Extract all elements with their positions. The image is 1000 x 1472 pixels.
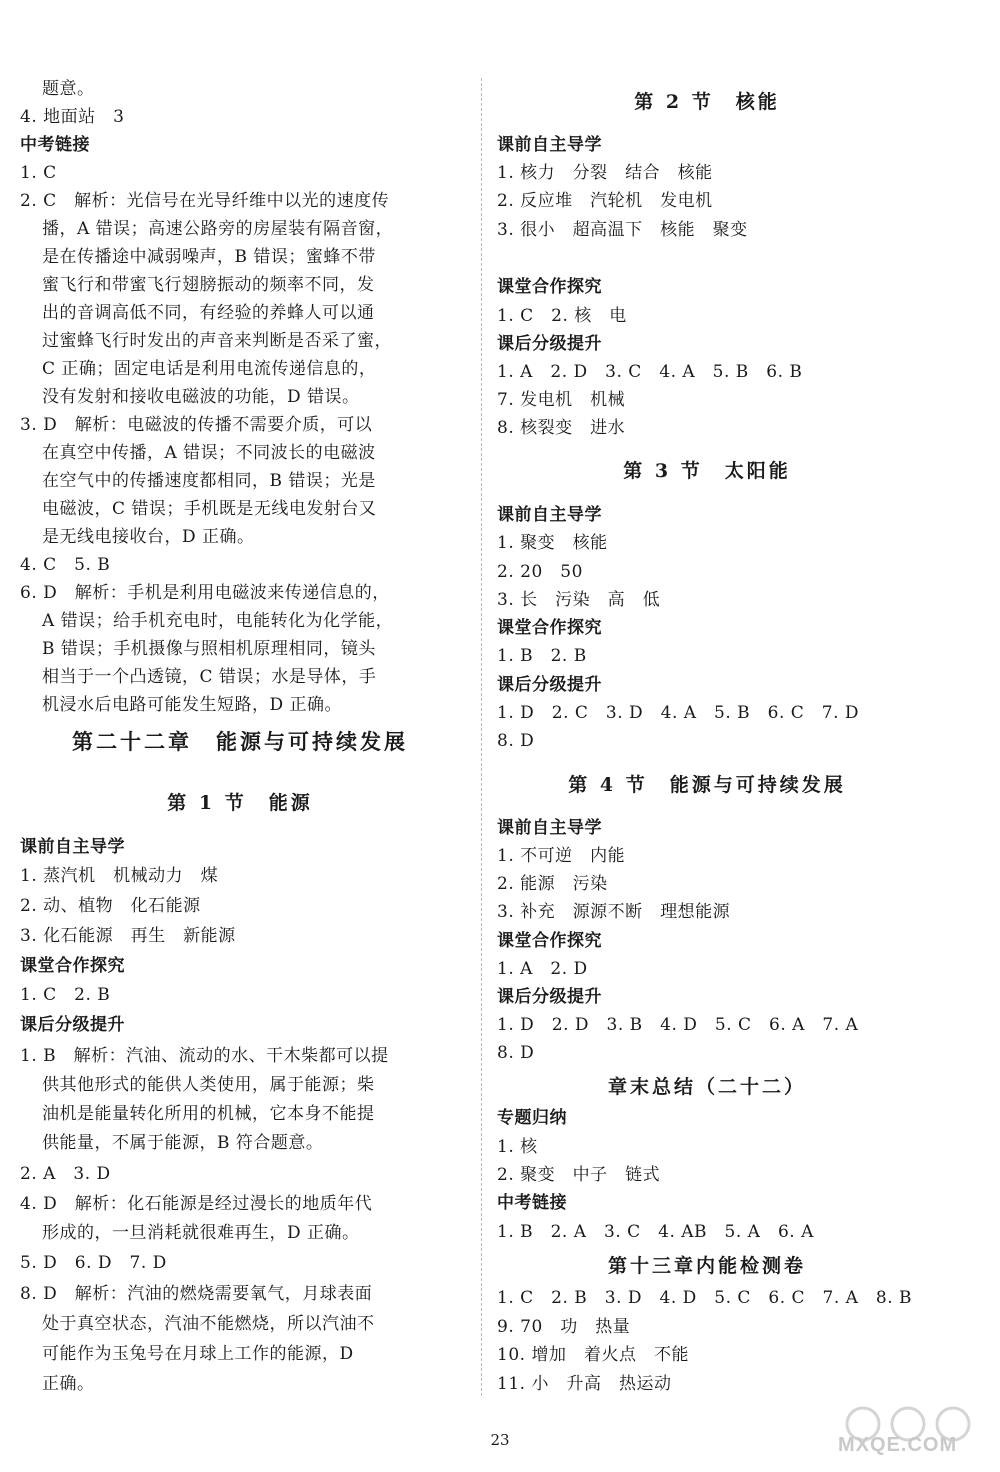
answer-line: 机浸水后电路可能发生短路，D 正确。: [42, 695, 343, 715]
answer-line: 1. 不可逆 内能: [497, 846, 626, 866]
answer-line: 没有发射和接收电磁波的功能，D 错误。: [42, 387, 360, 407]
answer-line: 10. 增加 着火点 不能: [497, 1345, 689, 1365]
answer-line: 是在传播途中减弱噪声，B 错误；蜜蜂不带: [42, 247, 376, 267]
section-heading: 课堂合作探究: [497, 277, 602, 297]
section-heading: 课前自主导学: [497, 135, 602, 155]
answer-line: 3. 化石能源 再生 新能源: [20, 926, 236, 946]
section-heading: 课前自主导学: [497, 505, 602, 525]
answer-line: 1. B 2. A 3. C 4. AB 5. A 6. A: [497, 1222, 814, 1242]
answer-line: 2. C 解析：光信号在光导纤维中以光的速度传: [20, 191, 390, 211]
answer-line: 油机是能量转化所用的机械，它本身不能提: [42, 1104, 375, 1124]
answer-line: 11. 小 升高 热运动: [497, 1374, 672, 1394]
answer-line: B 错误；手机摄像与照相机原理相同，镜头: [42, 639, 376, 659]
section-heading: 课前自主导学: [497, 818, 602, 838]
answer-line: 3. 补充 源源不断 理想能源: [497, 902, 731, 922]
answer-line: 2. 聚变 中子 链式: [497, 1165, 661, 1185]
answer-line: 供其他形式的能供人类使用，属于能源；柴: [42, 1075, 375, 1095]
column-divider: [481, 78, 482, 1396]
answer-line: 电磁波，C 错误；手机既是无线电发射台又: [42, 499, 377, 519]
section-title: 章末总结（二十二）: [607, 1076, 806, 1098]
answer-line: 供能量，不属于能源，B 符合题意。: [42, 1133, 324, 1153]
answer-line: 4. D 解析：化石能源是经过漫长的地质年代: [20, 1194, 373, 1214]
answer-line: 4. 地面站 3: [20, 107, 125, 127]
answer-line: 1. C 2. 核 电: [497, 306, 627, 326]
answer-line: 在真空中传播，A 错误；不同波长的电磁波: [42, 443, 376, 463]
answer-line: 3. D 解析：电磁波的传播不需要介质，可以: [20, 415, 373, 435]
answer-line: 3. 长 污染 高 低: [497, 590, 661, 610]
section-heading: 中考链接: [497, 1193, 567, 1213]
answer-line: 7. 发电机 机械: [497, 390, 626, 410]
section-title: 第十三章内能检测卷: [607, 1255, 806, 1277]
section-title: 第 1 节 能源: [167, 792, 313, 814]
section-heading: 课前自主导学: [20, 837, 125, 857]
answer-line: 2. A 3. D: [20, 1164, 111, 1184]
answer-line: C 正确；固定电话是利用电流传递信息的，: [42, 359, 377, 379]
answer-line: 1. B 解析：汽油、流动的水、干木柴都可以提: [20, 1046, 389, 1066]
section-heading: 课后分级提升: [497, 675, 602, 695]
page-number: 23: [490, 1431, 510, 1449]
section-heading: 课后分级提升: [497, 987, 602, 1007]
answer-line: 1. 核力 分裂 结合 核能: [497, 163, 713, 183]
answer-line: 2. 能源 污染: [497, 874, 608, 894]
answer-line: 3. 很小 超高温下 核能 聚变: [497, 220, 748, 240]
answer-line: 8. D: [497, 1043, 535, 1063]
section-title: 第 3 节 太阳能: [623, 460, 791, 482]
answer-line: 1. 核: [497, 1137, 538, 1157]
answer-line: 蜜飞行和带蜜飞行翅膀振动的频率不同，发: [42, 275, 375, 295]
answer-line: 1. D 2. D 3. B 4. D 5. C 6. A 7. A: [497, 1015, 859, 1035]
answer-line: 过蜜蜂飞行时发出的声音来判断是否采了蜜，: [42, 331, 392, 351]
answer-line: 8. D 解析：汽油的燃烧需要氧气，月球表面: [20, 1284, 373, 1304]
section-heading: 课后分级提升: [20, 1015, 125, 1035]
answer-line: 8. D: [497, 731, 535, 751]
answer-line: 在空气中的传播速度都相同，B 错误；光是: [42, 471, 376, 491]
answer-line: 2. 反应堆 汽轮机 发电机: [497, 191, 713, 211]
answer-line: 1. 聚变 核能: [497, 533, 608, 553]
answer-line: 2. 20 50: [497, 562, 583, 582]
answer-line: 9. 70 功 热量: [497, 1317, 631, 1337]
chapter-title: 第二十二章 能源与可持续发展: [72, 729, 408, 754]
answer-line: 播，A 错误；高速公路旁的房屋装有隔音窗，: [42, 219, 394, 239]
answer-line: 题意。: [42, 79, 95, 99]
answer-line: 形成的，一旦消耗就很难再生，D 正确。: [42, 1223, 360, 1243]
section-heading: 课后分级提升: [497, 334, 602, 354]
answer-line: 出的音调高低不同，有经验的养蜂人可以通: [42, 303, 375, 323]
answer-line: 是无线电接收台，D 正确。: [42, 527, 255, 547]
section-heading: 中考链接: [20, 135, 90, 155]
answer-line: 1. C 2. B 3. D 4. D 5. C 6. C 7. A 8. B: [497, 1288, 913, 1308]
section-heading: 课堂合作探究: [497, 618, 602, 638]
answer-line: 1. A 2. D 3. C 4. A 5. B 6. B: [497, 362, 803, 382]
answer-line: 1. 蒸汽机 机械动力 煤: [20, 866, 219, 886]
answer-line: 1. B 2. B: [497, 646, 587, 666]
section-title: 第 2 节 核能: [634, 91, 780, 113]
answer-line: 5. D 6. D 7. D: [20, 1253, 167, 1273]
answer-line: 可能作为玉兔号在月球上工作的能源，D: [42, 1344, 354, 1364]
section-heading: 课堂合作探究: [20, 956, 125, 976]
answer-line: 8. 核裂变 进水: [497, 418, 626, 438]
answer-line: 1. C 2. B: [20, 985, 111, 1005]
answer-line: 1. A 2. D: [497, 959, 588, 979]
answer-line: 1. D 2. C 3. D 4. A 5. B 6. C 7. D: [497, 703, 860, 723]
answer-line: 4. C 5. B: [20, 555, 111, 575]
answer-line: 1. C: [20, 163, 57, 183]
watermark-text: MXQE.COM: [838, 1434, 958, 1456]
section-heading: 专题归纳: [497, 1108, 567, 1128]
answer-line: 处于真空状态，汽油不能燃烧，所以汽油不: [42, 1314, 375, 1334]
answer-line: 相当于一个凸透镜，C 错误；水是导体，手: [42, 667, 377, 687]
section-title: 第 4 节 能源与可持续发展: [568, 774, 846, 796]
answer-line: 2. 动、植物 化石能源: [20, 896, 201, 916]
section-heading: 课堂合作探究: [497, 931, 602, 951]
answer-line: A 错误；给手机充电时，电能转化为化学能，: [42, 611, 394, 631]
answer-line: 6. D 解析：手机是利用电磁波来传递信息的，: [20, 583, 390, 603]
answer-line: 正确。: [42, 1374, 95, 1394]
